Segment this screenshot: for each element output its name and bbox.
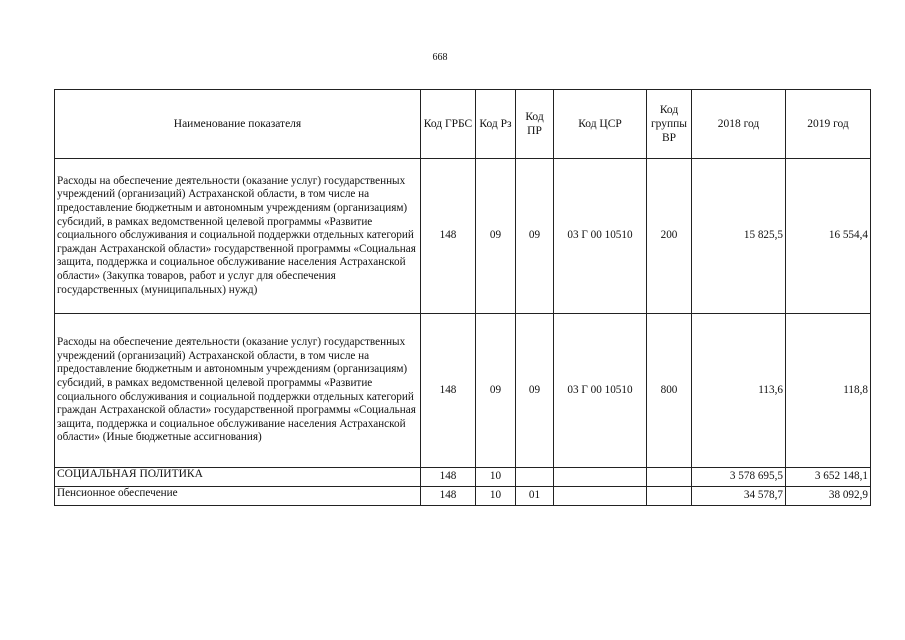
table-row — [55, 314, 871, 468]
row-grbs: 148 — [421, 468, 476, 487]
table-row — [55, 468, 871, 487]
row-2018: 3 578 695,5 — [692, 468, 786, 487]
row-csr — [554, 487, 647, 506]
page-number: 668 — [432, 52, 448, 63]
row-grbs: 148 — [421, 314, 476, 468]
table-row — [55, 159, 871, 314]
row-grbs: 148 — [421, 487, 476, 506]
row-rz: 09 — [476, 159, 516, 314]
row-2019: 38 092,9 — [786, 487, 871, 506]
row-csr: 03 Г 00 10510 — [554, 314, 647, 468]
row-2019: 118,8 — [786, 314, 871, 468]
budget-table — [54, 89, 871, 506]
row-2019: 16 554,4 — [786, 159, 871, 314]
row-vr — [647, 487, 692, 506]
row-vr: 200 — [647, 159, 692, 314]
row-pr: 01 — [516, 487, 554, 506]
header-2019: 2019 год — [786, 90, 871, 159]
table-header-row — [55, 90, 871, 159]
row-rz: 10 — [476, 487, 516, 506]
row-pr — [516, 468, 554, 487]
row-2018: 34 578,7 — [692, 487, 786, 506]
row-vr: 800 — [647, 314, 692, 468]
row-name: Расходы на обеспечение деятельности (оказание услуг) государственных учреждений (организаций) Астраханской области, в том числе на предоставление бюджетным и автономным учреждениям (организациям) субсидий, в рамках ведомственной целевой программы «Развитие социального обслуживания и социальной поддержки отдельных категорий граждан Астраханской области» государственной программы «Социальная защита, поддержка и социальное обслуживание населения Астраханской области» (Закупка товаров, работ и услуг для обеспечения государственных (муниципальных) нужд) — [55, 159, 421, 314]
row-name: Пенсионное обеспечение — [55, 487, 421, 506]
row-2018: 15 825,5 — [692, 159, 786, 314]
row-name: Расходы на обеспечение деятельности (оказание услуг) государственных учреждений (организаций) Астраханской области, в том числе на предоставление бюджетным и автономным учреждениям (организациям) субсидий, в рамках ведомственной целевой программы «Развитие социального обслуживания и социальной поддержки отдельных категорий граждан Астраханской области» государственной программы «Социальная защита, поддержка и социальное обслуживание населения Астраханской области» (Иные бюджетные ассигнования) — [55, 314, 421, 468]
header-rz: Код Рз — [476, 90, 516, 159]
header-name: Наименование показателя — [55, 90, 421, 159]
header-grbs: Код ГРБС — [421, 90, 476, 159]
header-2018: 2018 год — [692, 90, 786, 159]
row-pr: 09 — [516, 159, 554, 314]
table-row — [55, 487, 871, 506]
row-rz: 09 — [476, 314, 516, 468]
row-grbs: 148 — [421, 159, 476, 314]
row-csr — [554, 468, 647, 487]
row-pr: 09 — [516, 314, 554, 468]
row-vr — [647, 468, 692, 487]
row-csr: 03 Г 00 10510 — [554, 159, 647, 314]
row-name: СОЦИАЛЬНАЯ ПОЛИТИКА — [55, 468, 421, 487]
header-vr: Код группы ВР — [647, 90, 692, 159]
header-pr: Код ПР — [516, 90, 554, 159]
header-csr: Код ЦСР — [554, 90, 647, 159]
row-2019: 3 652 148,1 — [786, 468, 871, 487]
row-rz: 10 — [476, 468, 516, 487]
row-2018: 113,6 — [692, 314, 786, 468]
